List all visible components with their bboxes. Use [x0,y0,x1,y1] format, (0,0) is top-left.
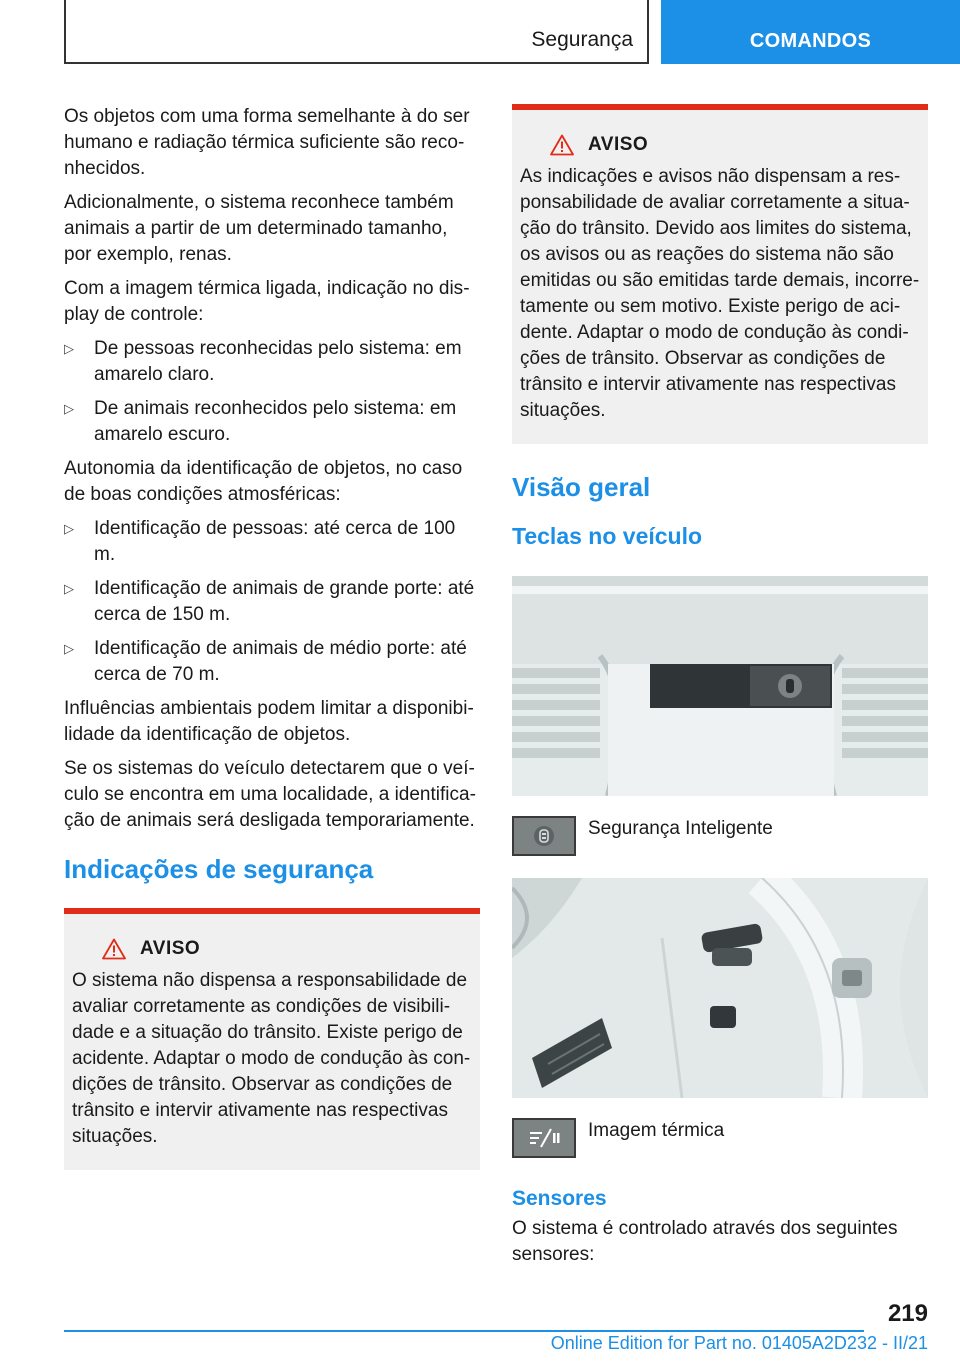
steering-illustration [512,878,928,1098]
paragraph: Autonomia da identificação de objetos, no caso de boas condições atmosféricas: [64,458,463,505]
bullet-list [64,516,480,688]
subsection-heading: Teclas no veículo [512,523,703,549]
bullet-triangle-icon: ▷ [64,641,74,656]
right-column [512,104,928,1276]
warning-box [64,908,480,1170]
section-heading: Visão geral [512,472,651,502]
thermal-button-photo [512,878,928,1098]
warning-text: O sistema não dispensa a responsabilidade de avaliar corretamente as condições de visibilidade e a situação do trânsito. Existe perigo de acidente. Adaptar o modo de condução às condições de trânsito. Observar as condições de trânsito e intervir ativamente nas respectivas situações. [72,970,471,1147]
dashboard-illustration [512,576,928,796]
bullet-triangle-icon: ▷ [64,341,74,356]
intelligent-safety-icon [512,816,576,856]
paragraph: Com a imagem térmica ligada, indicação no display de controle: [64,278,470,325]
footer-divider [64,1330,864,1332]
list-item: ▷ Identificação de pessoas: até cerca de 100 m. [64,518,456,565]
dashboard-button-photo [512,576,928,796]
warning-header [102,934,472,964]
list-item: ▷ De pessoas reconhecidas pelo sistema: em amarelo claro. [64,338,462,385]
bullet-triangle-icon: ▷ [64,521,74,536]
list-item: ▷ De animais reconhecidos pelo sistema: em amarelo escuro. [64,398,457,445]
section-heading: Indicações de segurança [64,854,374,884]
warning-triangle-icon [102,938,126,960]
header-chapter-title: COMANDOS [749,30,872,52]
paragraph: Se os sistemas do veículo detectarem que o veículo se encontra em uma localidade, a identificação de animais será desligada temporariamente. [64,758,476,831]
page-number: 219 [887,1300,928,1327]
warning-text: As indicações e avisos não dispensam a responsabilidade de avaliar corretamente a situação do trânsito. Devido aos limites do sistema, os avisos ou as reações do sistema não são emitidas ou são emitidas tarde demais, incorretamente ou sem motivo. Existe perigo de acidente. Adaptar o modo de condução às condições de trânsito. Observar as condições de trânsito e intervir ativamente nas respectivas situações. [520,166,920,421]
bullet-list [64,336,480,448]
bullet-triangle-icon: ▷ [64,581,74,596]
header-section-title: Segurança [531,28,633,51]
warning-title: AVISO [588,134,649,155]
header-chapter-tab [661,0,960,64]
paragraph: Adicionalmente, o sistema reconhece também animais a partir de um determinado tamanho, por exemplo, renas. [64,192,454,265]
left-column [64,104,480,1170]
thermal-image-icon [512,1118,576,1158]
warning-title: AVISO [140,938,201,959]
footer-edition: Online Edition for Part no. 01405A2D232 - II/21 [550,1333,928,1353]
list-item: ▷ Identificação de animais de médio porte: até cerca de 70 m. [64,638,467,685]
list-item: ▷ Identificação de animais de grande porte: até cerca de 150 m. [64,578,475,625]
key-label: Segurança Inteligente [588,818,773,839]
key-label: Imagem térmica [588,1120,725,1141]
warning-box [512,104,928,444]
header-section-tab [64,0,649,64]
paragraph: O sistema é controlado através dos seguintes sensores: [512,1218,898,1265]
paragraph: Os objetos com uma forma semelhante à do ser humano e radiação térmica suficiente são reconhecidos. [64,106,470,179]
key-item-intelligent-safety [512,816,928,856]
key-item-thermal-image [512,1118,928,1158]
warning-header [550,130,920,160]
bullet-triangle-icon: ▷ [64,401,74,416]
warning-triangle-icon [550,134,574,156]
paragraph: Influências ambientais podem limitar a disponibilidade da identificação de objetos. [64,698,474,745]
subsection-heading: Sensores [512,1187,607,1210]
